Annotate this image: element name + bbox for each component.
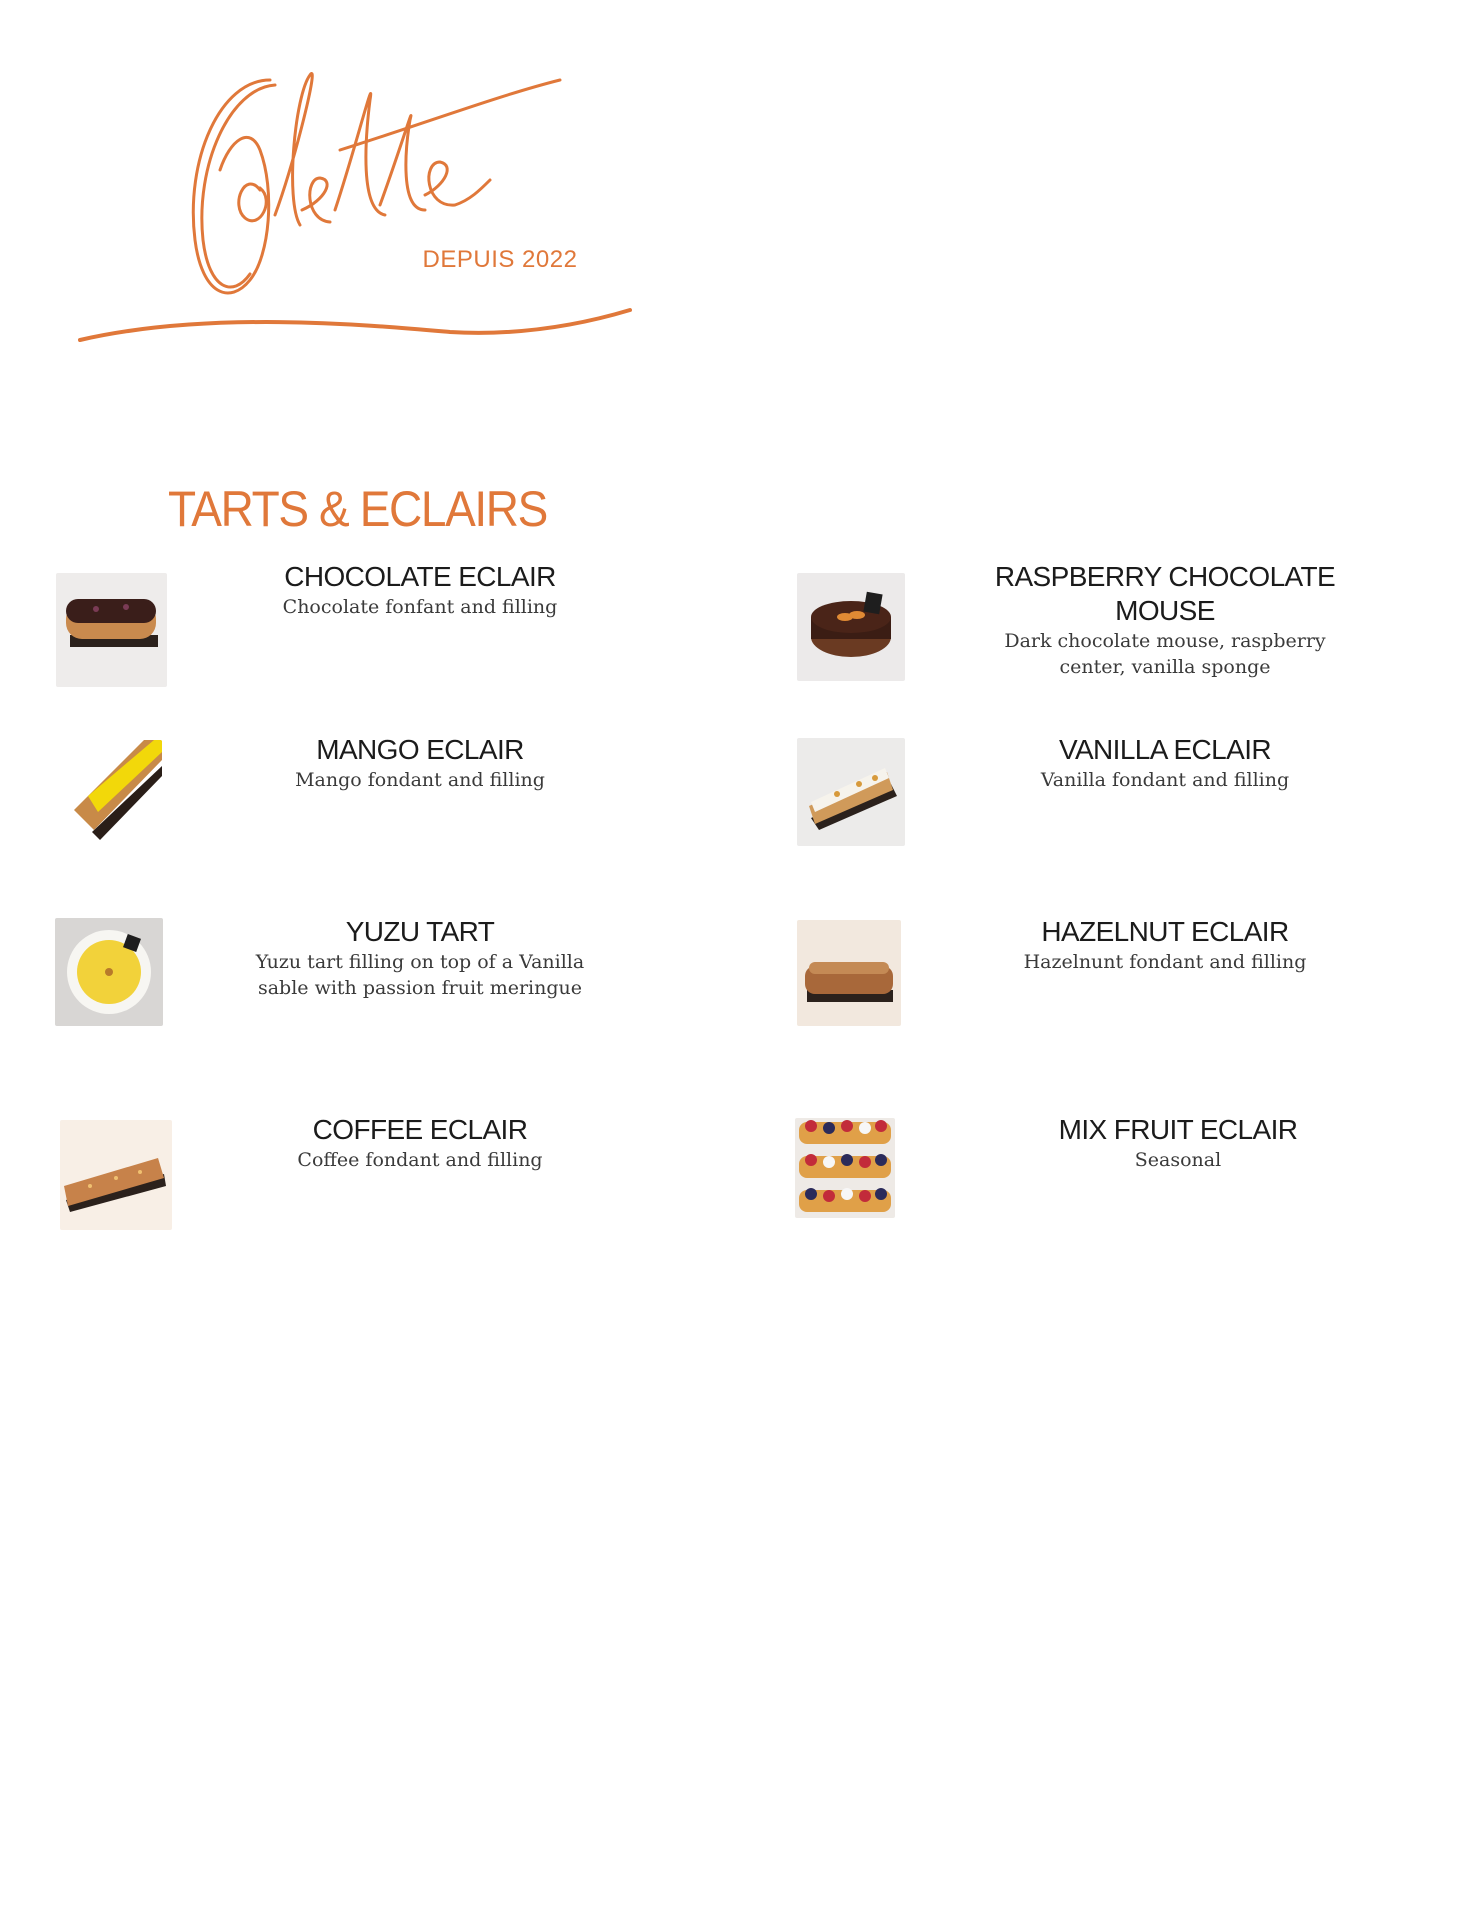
coffee-eclair-photo <box>60 1120 172 1230</box>
raspberry-chocolate-mousse-photo <box>797 573 905 681</box>
item-description: Yuzu tart filling on top of a Vanilla sable with passion fruit meringue <box>255 951 585 999</box>
item-description: Vanilla fondant and filling <box>1040 769 1290 791</box>
item-description: Hazelnunt fondant and filling <box>1023 951 1307 973</box>
item-name: MIX FRUIT ECLAIR <box>1058 1114 1298 1145</box>
item-name: VANILLA ECLAIR <box>1058 734 1272 765</box>
tagline: DEPUIS 2022 <box>422 246 578 273</box>
yuzu-tart-photo <box>55 918 163 1026</box>
item-name: YUZU TART <box>345 916 495 947</box>
colette-script-logo <box>70 40 690 380</box>
mix-fruit-eclair-photo <box>795 1118 895 1218</box>
item-description: Dark chocolate mouse, raspberry center, vanilla sponge <box>1004 630 1326 678</box>
item-description: Chocolate fonfant and filling <box>282 596 558 618</box>
brand-logo <box>70 40 690 380</box>
mango-eclair-photo <box>64 740 162 846</box>
item-description: Coffee fondant and filling <box>297 1149 543 1171</box>
item-name: HAZELNUT ECLAIR <box>1041 916 1289 947</box>
hazelnut-eclair-photo <box>797 920 901 1026</box>
item-name: COFFEE ECLAIR <box>312 1114 528 1145</box>
item-name: CHOCOLATE ECLAIR <box>284 561 556 592</box>
section-title: TARTS & ECLAIRS <box>168 481 547 537</box>
item-name: MANGO ECLAIR <box>316 734 524 765</box>
item-description: Seasonal <box>1134 1149 1222 1171</box>
item-name: RASPBERRY CHOCOLATE MOUSE <box>994 561 1336 626</box>
vanilla-eclair-photo <box>797 738 905 846</box>
item-description: Mango fondant and filling <box>295 769 545 791</box>
chocolate-eclair-photo <box>56 573 167 687</box>
